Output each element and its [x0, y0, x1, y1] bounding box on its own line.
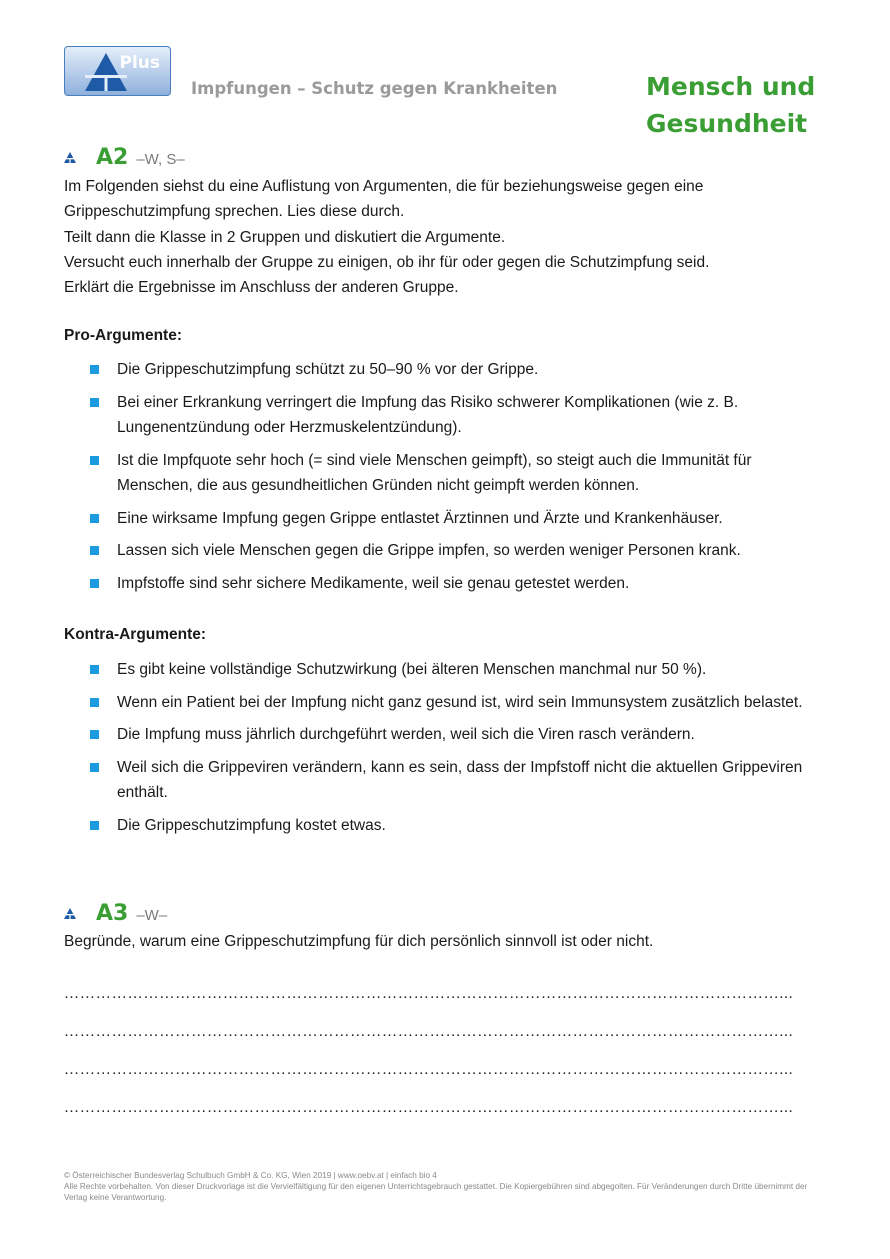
- contra-heading: Kontra-Argumente:: [64, 626, 207, 643]
- list-item: Wenn ein Patient bei der Impfung nicht ganz gesund ist, wird sein Immunsystem zusätzlich belastet.: [90, 690, 810, 716]
- list-item: Impfstoffe sind sehr sichere Medikamente, weil sie genau getestet werden.: [90, 571, 810, 597]
- instruction-line: Im Folgenden siehst du eine Auflistung von Argumenten, die für beziehungsweise gegen eine: [64, 178, 704, 195]
- instruction-line: Versucht euch innerhalb der Gruppe zu einigen, ob ihr für oder gegen die Schutzimpfung seid.: [64, 253, 710, 271]
- answer-line[interactable]: ………………………………………………………………………………………………………………………...: [64, 1024, 794, 1040]
- square-bullet-icon: [90, 821, 99, 830]
- square-bullet-icon: [90, 398, 99, 407]
- answer-line[interactable]: ………………………………………………………………………………………………………………………...: [64, 986, 794, 1002]
- pro-argument-list: [90, 357, 810, 603]
- task-a2-heading: [64, 142, 185, 172]
- list-item: Ist die Impfquote sehr hoch (= sind viele Menschen geimpft), so steigt auch die Immunität für Menschen, die aus gesundheitlichen Gründen nicht geimpft werden können.: [90, 448, 810, 499]
- page-title: Impfungen – Schutz gegen Krankheiten: [191, 79, 558, 98]
- square-bullet-icon: [90, 456, 99, 465]
- subject-heading: [646, 68, 876, 142]
- instruction-line: Teilt dann die Klasse in 2 Gruppen und diskutiert die Argumente.: [64, 228, 506, 246]
- list-item: Weil sich die Grippeviren verändern, kann es sein, dass der Impfstoff nicht die aktuellen Grippeviren enthält.: [90, 755, 810, 806]
- subject-line-1: Mensch und: [646, 72, 816, 101]
- footer-line: Alle Rechte vorbehalten. Von dieser Druckvorlage ist die Vervielfältigung für den eigenen Unterrichtsgebrauch gestattet. Die Kopiergebühren sind abgegolten. Für Veränderungen durch Dritte übernimmt der Verlag keine Verantwortung.: [64, 1182, 808, 1202]
- square-bullet-icon: [90, 579, 99, 588]
- list-item: Die Impfung muss jährlich durchgeführt werden, weil sich die Viren rasch verändern.: [90, 722, 810, 748]
- answer-line[interactable]: ………………………………………………………………………………………………………………………...: [64, 1100, 794, 1116]
- task-a3-prompt: Begründe, warum eine Grippeschutzimpfung für dich persönlich sinnvoll ist oder nicht.: [64, 933, 654, 950]
- square-bullet-icon: [90, 365, 99, 374]
- list-item: Die Grippeschutzimpfung kostet etwas.: [90, 813, 810, 839]
- square-bullet-icon: [90, 665, 99, 674]
- pro-heading: Pro-Argumente:: [64, 327, 182, 344]
- square-bullet-icon: [90, 698, 99, 707]
- square-bullet-icon: [90, 514, 99, 523]
- list-item: Lassen sich viele Menschen gegen die Grippe impfen, so werden weniger Personen krank.: [90, 538, 810, 564]
- task-id: A2: [96, 144, 129, 170]
- task-id: A3: [96, 900, 129, 926]
- task-a3-heading: [64, 898, 167, 928]
- contra-argument-list: [90, 657, 810, 845]
- subject-line-2: Gesundheit: [646, 109, 808, 138]
- square-bullet-icon: [90, 546, 99, 555]
- plus-logo: [64, 46, 171, 96]
- square-bullet-icon: [90, 763, 99, 772]
- list-item: Die Grippeschutzimpfung schützt zu 50–90 % vor der Grippe.: [90, 357, 810, 383]
- task-meta: –W–: [136, 906, 168, 924]
- list-item: Es gibt keine vollständige Schutzwirkung (bei älteren Menschen manchmal nur 50 %).: [90, 657, 810, 683]
- list-item: Bei einer Erkrankung verringert die Impfung das Risiko schwerer Komplikationen (wie z. B. Lungenentzündung oder Herzmuskelentzündung).: [90, 390, 810, 441]
- copyright-footer: [64, 1170, 824, 1203]
- task-a2-instructions: [64, 174, 844, 300]
- triangle-level-icon: [64, 152, 76, 163]
- triangle-level-icon: [64, 908, 76, 919]
- instruction-line: Erklärt die Ergebnisse im Anschluss der anderen Gruppe.: [64, 279, 459, 297]
- instruction-line: Grippeschutzimpfung sprechen. Lies diese durch.: [64, 203, 405, 221]
- square-bullet-icon: [90, 730, 99, 739]
- answer-line[interactable]: ………………………………………………………………………………………………………………………...: [64, 1062, 794, 1078]
- logo-text: Plus: [119, 53, 160, 73]
- task-meta: –W, S–: [136, 150, 185, 168]
- footer-line: © Österreichischer Bundesverlag Schulbuch GmbH & Co. KG, Wien 2019 | www.oebv.at | einfach bio 4: [64, 1171, 437, 1180]
- list-item: Eine wirksame Impfung gegen Grippe entlastet Ärztinnen und Ärzte und Krankenhäuser.: [90, 506, 810, 532]
